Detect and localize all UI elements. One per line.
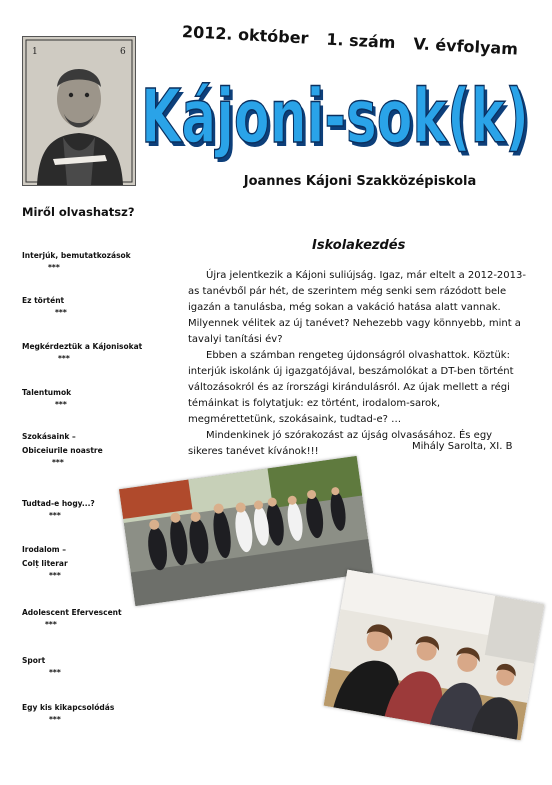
photo-girls-closeup (324, 570, 545, 741)
masthead-shadow: Kájoni-sok(k) (144, 78, 532, 164)
toc-item-stars: *** (55, 400, 67, 409)
toc-item[interactable] (22, 700, 172, 725)
toc-item-label: Tudtad-e hogy...? (22, 499, 95, 508)
article-body (188, 268, 526, 460)
issue-date-line (182, 22, 523, 59)
toc-item-label: Ez történt (22, 296, 65, 305)
photo-students-schoolyard (119, 456, 373, 606)
toc-item[interactable] (22, 385, 172, 410)
toc-item-stars: *** (49, 668, 61, 677)
toc-item[interactable] (22, 605, 172, 630)
toc-item-label: Interjúk, bemutatkozások (22, 251, 131, 260)
issue-volume: V. évfolyam (412, 34, 519, 59)
toc-item-label: Adolescent Efervescent (22, 608, 122, 617)
toc-item[interactable] (22, 293, 172, 318)
toc-item-label: Megkérdeztük a Kájonisokat (22, 342, 143, 351)
toc-item[interactable] (22, 653, 172, 678)
issue-date: 2012. október (181, 22, 309, 48)
toc-item-label: Szokásaink – (22, 432, 76, 441)
issue-number: 1. szám (325, 29, 396, 53)
article-author: Mihály Sarolta, XI. B (412, 441, 513, 452)
school-name: Joannes Kájoni Szakközépiskola (243, 174, 477, 189)
toc-item[interactable] (22, 339, 172, 364)
article-paragraph: Mindenkinek jó szórakozást az újság olvasásához. És egy sikeres tanévet kívánok!!! (188, 430, 493, 457)
toc-item-label: Obiceiurile noastre (22, 446, 103, 455)
toc-item-stars: *** (55, 308, 67, 317)
toc-item-stars: *** (49, 571, 61, 580)
toc-item-label: Sport (22, 656, 46, 665)
masthead (135, 58, 535, 168)
toc-item-label: Irodalom – (22, 545, 66, 554)
toc-item-label: Egy kis kikapcsolódás (22, 703, 115, 712)
toc-item[interactable] (22, 248, 172, 273)
masthead-title: Kájoni-sok(k) (141, 74, 529, 160)
toc-item-stars: *** (58, 354, 70, 363)
article-paragraph: Ebben a számban rengeteg újdonságról olvashattok. Köztük: interjúk iskolánk új igazgatójával, beszámolókat a DT-ben történt változásokról és az írországi kirándulásról. Az újak mellett a régi témáinkat is folytatjuk: ez történt, irodalom-sarok, megmérettetünk, szokásaink, tudtad-e? … (188, 350, 514, 425)
portrait-corner-right: 6 (120, 47, 126, 57)
portrait-corner-left: 1 (32, 47, 38, 57)
toc-item-stars: *** (52, 458, 64, 467)
toc-title: Miről olvashatsz? (22, 205, 135, 219)
toc-item[interactable] (22, 429, 172, 468)
portrait-engraving (23, 37, 135, 185)
article-title: Iskolakezdés (312, 238, 406, 253)
toc-item-label: Talentumok (22, 388, 72, 397)
portrait-image (22, 36, 136, 186)
article-paragraph: Újra jelentkezik a Kájoni suliújság. Igaz, már eltelt a 2012-2013-as tanévből pár hét, de szerintem még senki sem rázódott bele igazán a tanulásba, még sokan a vakáció hatása alatt vannak. Milyennek vélitek az új tanévet? Nehezebb vagy könnyebb, mint a tavalyi tanítási év? (188, 270, 526, 345)
toc-item-label: Colț literar (22, 559, 68, 568)
toc-item-stars: *** (48, 263, 60, 272)
toc-item-stars: *** (49, 715, 61, 724)
toc-item-stars: *** (45, 620, 57, 629)
toc-item-stars: *** (49, 511, 61, 520)
